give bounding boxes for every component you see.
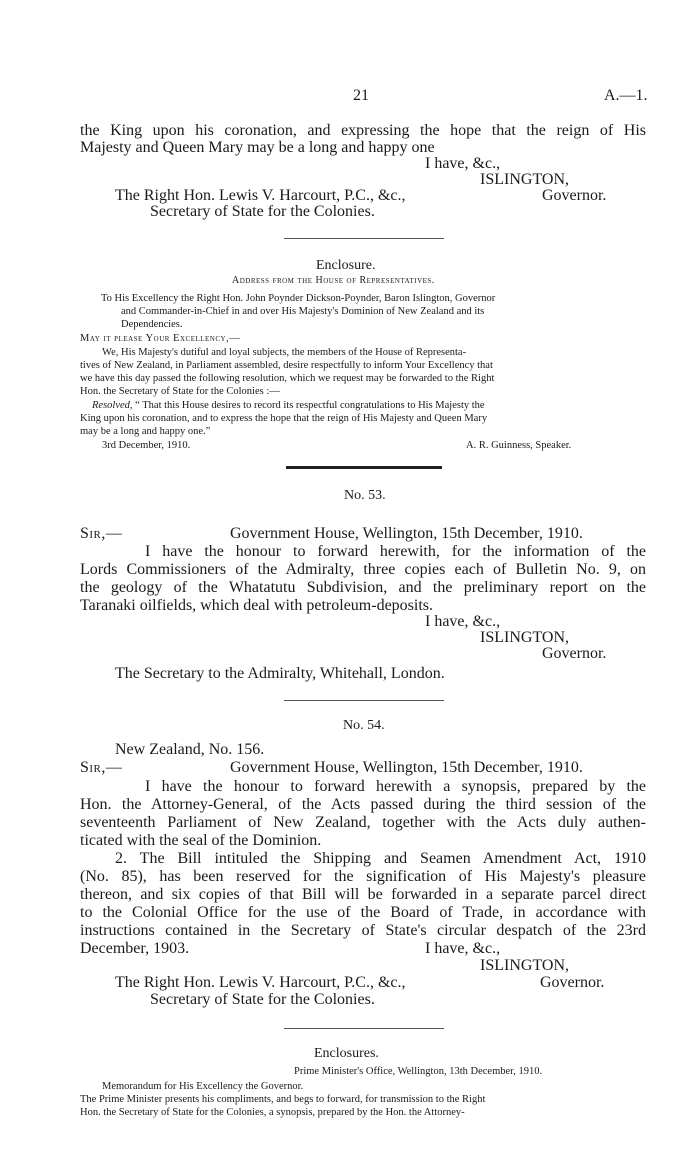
letter-origin: Government House, Wellington, 15th December, 1910.: [230, 525, 583, 542]
memo-line: The Prime Minister presents his compliments, and begs to forward, for transmission to the Right: [80, 1094, 486, 1105]
body-line: tives of New Zealand, in Parliament assembled, desire respectfully to inform Your Excellency that: [80, 360, 493, 371]
sign-off: I have, &c.,: [425, 155, 501, 172]
sign-off: I have, &c.,: [425, 940, 501, 957]
letter-origin: Government House, Wellington, 15th December, 1910.: [230, 759, 583, 776]
body-line: the geology of the Whatatutu Subdivision, and the preliminary report on the: [80, 579, 646, 596]
addressee: The Secretary to the Admiralty, Whitehall, London.: [115, 665, 445, 682]
divider: [284, 238, 444, 239]
enclosure-subheading: Address from the House of Representatives.: [232, 275, 435, 286]
body-line: Majesty and Queen Mary may be a long and happy one: [80, 139, 435, 156]
address-line: Dependencies.: [121, 319, 183, 330]
addressee: The Right Hon. Lewis V. Harcourt, P.C., &c.,: [115, 974, 406, 991]
body-line: we have this day passed the following resolution, which we request may be forwarded to the Right: [80, 373, 495, 384]
resolution-line: may be a long and happy one.”: [80, 426, 211, 437]
body-line: Taranaki oilfields, which deal with petroleum-deposits.: [80, 597, 434, 614]
body-line: December, 1903.: [80, 940, 190, 957]
salutation: Sir,—: [80, 525, 123, 542]
body-line: I have the honour to forward herewith, for the information of the: [145, 543, 646, 560]
addressee-role: Secretary of State for the Colonies.: [150, 203, 375, 220]
body-line: to the Colonial Office for the use of the Board of Trade, in accordance with: [80, 904, 646, 921]
sign-off: I have, &c.,: [425, 613, 501, 630]
body-line: seventeenth Parliament of New Zealand, together with the Acts duly authen-: [80, 814, 646, 831]
signatory-title: Governor.: [540, 974, 605, 991]
body-line: Hon. the Attorney-General, of the Acts passed during the third session of the: [80, 796, 646, 813]
signatory: ISLINGTON,: [480, 171, 570, 188]
body-line: We, His Majesty's dutiful and loyal subjects, the members of the House of Representa-: [102, 347, 467, 358]
addressee: The Right Hon. Lewis V. Harcourt, P.C., &c.,: [115, 187, 406, 204]
signatory-title: Governor.: [542, 645, 607, 662]
body-line: (No. 85), has been reserved for the signification of His Majesty's pleasure: [80, 868, 646, 885]
section-divider: [286, 466, 442, 469]
signatory: ISLINGTON,: [480, 957, 570, 974]
speaker-signature: A. R. Guinness, Speaker.: [466, 440, 572, 451]
memo-title: Memorandum for His Excellency the Governor.: [102, 1081, 304, 1092]
letter-number: No. 53.: [344, 488, 386, 503]
salutation: May it please Your Excellency,—: [80, 333, 241, 344]
address-line: and Commander-in-Chief in and over His Majesty's Dominion of New Zealand and its: [121, 306, 485, 317]
resolution-line: [92, 399, 485, 412]
resolved-label: Resolved,: [92, 400, 133, 411]
body-line: the King upon his coronation, and expressing the hope that the reign of His: [80, 122, 646, 139]
body-line: 2. The Bill intituled the Shipping and Seamen Amendment Act, 1910: [115, 850, 646, 867]
divider: [284, 700, 444, 701]
signatory-title: Governor.: [542, 187, 607, 204]
body-line: I have the honour to forward herewith a synopsis, prepared by the: [145, 778, 646, 795]
body-line: Hon. the Secretary of State for the Colonies :—: [80, 386, 280, 397]
body-line: ticated with the seal of the Dominion.: [80, 832, 322, 849]
enclosure-heading: Enclosure.: [316, 258, 376, 273]
document-reference: A.—1.: [604, 87, 648, 104]
address-date: 3rd December, 1910.: [102, 440, 191, 451]
memo-origin: Prime Minister's Office, Wellington, 13th December, 1910.: [294, 1066, 543, 1077]
memo-line: Hon. the Secretary of State for the Colonies, a synopsis, prepared by the Hon. the Attorney-: [80, 1107, 465, 1118]
body-line: thereon, and six copies of that Bill will be forwarded in a separate parcel direct: [80, 886, 646, 903]
signatory: ISLINGTON,: [480, 629, 570, 646]
divider: [284, 1028, 444, 1029]
address-line: To His Excellency the Right Hon. John Poynder Dickson-Poynder, Baron Islington, Governor: [101, 293, 496, 304]
resolution-line: King upon his coronation, and to express the hope that the reign of His Majesty and Queen Mary: [80, 413, 488, 424]
resolution-text: “ That this House desires to record its respectful congratulations to His Majesty the: [135, 400, 485, 411]
letter-number: No. 54.: [343, 718, 385, 733]
body-line: Lords Commissioners of the Admiralty, three copies each of Bulletin No. 9, on: [80, 561, 646, 578]
salutation: Sir,—: [80, 759, 123, 776]
enclosures-heading: Enclosures.: [314, 1046, 379, 1061]
addressee-role: Secretary of State for the Colonies.: [150, 991, 375, 1008]
body-line: instructions contained in the Secretary of State's circular despatch of the 23rd: [80, 922, 646, 939]
page-number: 21: [353, 87, 369, 104]
despatch-reference: New Zealand, No. 156.: [115, 741, 265, 758]
